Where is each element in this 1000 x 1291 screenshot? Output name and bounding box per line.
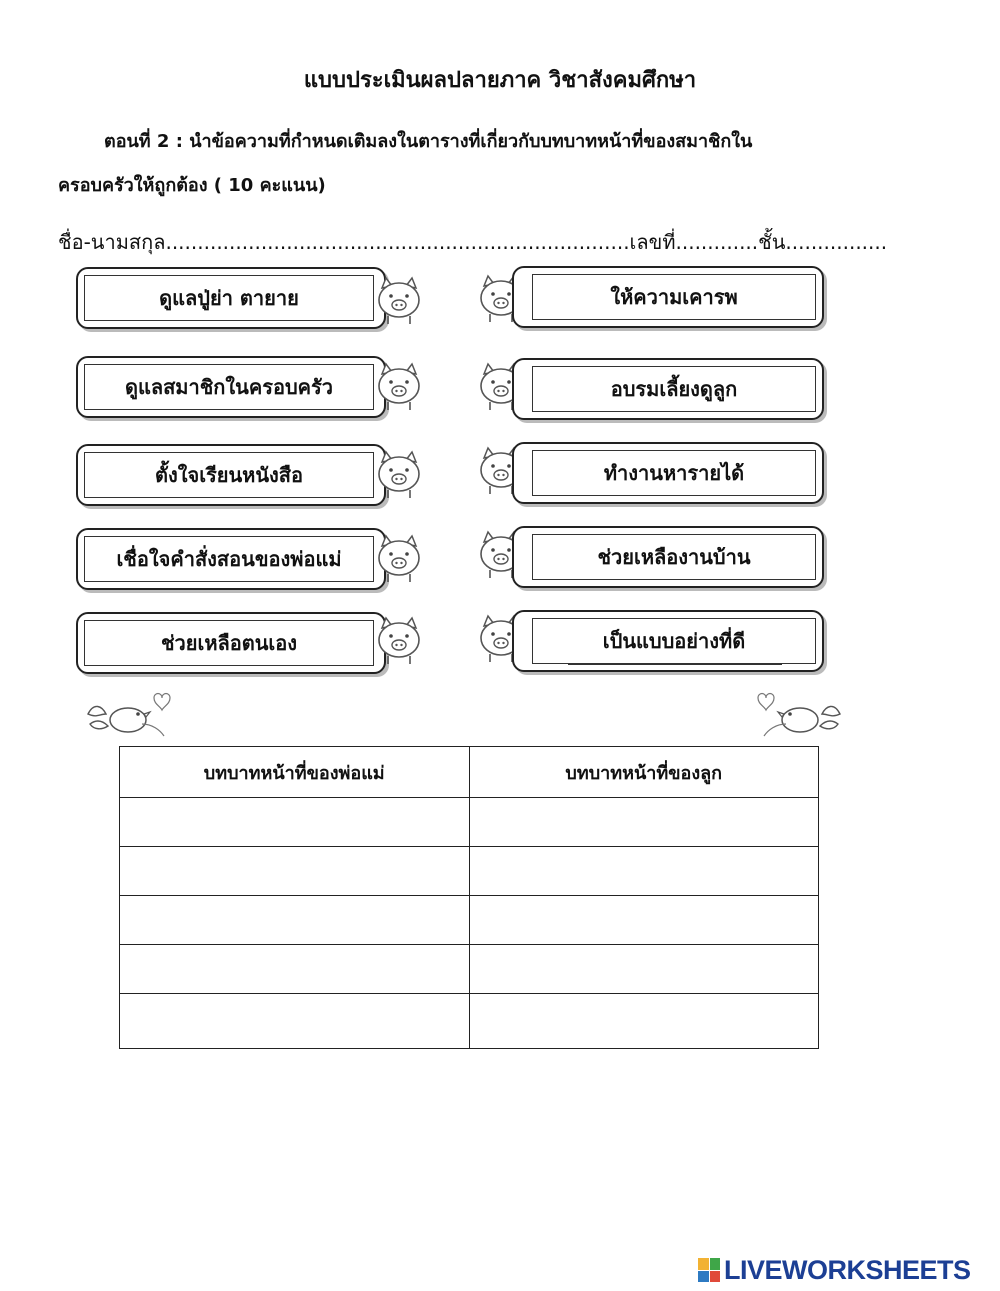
pig-icon — [372, 360, 426, 412]
children-drop-cell[interactable] — [469, 945, 819, 994]
option-card-right-3[interactable] — [512, 442, 824, 504]
parents-drop-cell[interactable] — [120, 896, 470, 945]
option-card-right-1[interactable] — [512, 266, 824, 328]
table-row — [120, 994, 819, 1049]
option-label[interactable]: ดูแลปู่ย่า ตายาย — [84, 275, 374, 321]
page-title: แบบประเมินผลปลายภาค วิชาสังคมศึกษา — [303, 68, 697, 93]
pig-icon — [372, 532, 426, 584]
liveworksheets-logo-icon — [698, 1258, 720, 1282]
children-drop-cell[interactable] — [469, 994, 819, 1049]
pig-icon — [372, 448, 426, 500]
bird-icon — [80, 684, 180, 744]
option-card-left-1[interactable] — [76, 267, 386, 329]
option-label[interactable]: ช่วยเหลือตนเอง — [84, 620, 374, 666]
option-label[interactable]: อบรมเลี้ยงดูลูก — [532, 366, 816, 412]
option-label[interactable]: ทำงานหารายได้ — [532, 450, 816, 496]
parents-drop-cell[interactable] — [120, 945, 470, 994]
parents-drop-cell[interactable] — [120, 994, 470, 1049]
option-card-right-4[interactable] — [512, 526, 824, 588]
option-label[interactable]: ช่วยเหลืองานบ้าน — [532, 534, 816, 580]
parents-drop-cell[interactable] — [120, 847, 470, 896]
table-row — [120, 896, 819, 945]
option-label[interactable]: เป็นแบบอย่างที่ดี — [532, 618, 816, 664]
children-drop-cell[interactable] — [469, 896, 819, 945]
table-row — [120, 945, 819, 994]
option-label[interactable]: ให้ความเคารพ — [532, 274, 816, 320]
instruction-line-1: ตอนที่ 2 : นำข้อความที่กำหนดเติมลงในตารางที่เกี่ยวกับบทบาทหน้าที่ของสมาชิกใน — [104, 131, 753, 152]
option-card-left-3[interactable] — [76, 444, 386, 506]
option-card-right-5[interactable] — [512, 610, 824, 672]
brand-name: LIVEWORKSHEETS — [724, 1254, 971, 1285]
option-label[interactable]: ดูแลสมาชิกในครอบครัว — [84, 364, 374, 410]
column-header-parents: บทบาทหน้าที่ของพ่อแม่ — [120, 747, 470, 798]
liveworksheets-logo[interactable] — [698, 1255, 971, 1285]
instruction-line-2: ครอบครัวให้ถูกต้อง ( 10 คะแนน) — [58, 175, 326, 196]
student-info-line: ชื่อ-นามสกุล.........................................................................เลขที่.............ชั้น................ — [58, 230, 888, 254]
option-card-right-2[interactable] — [512, 358, 824, 420]
option-label[interactable]: ตั้งใจเรียนหนังสือ — [84, 452, 374, 498]
table-row — [120, 847, 819, 896]
column-header-children: บทบาทหน้าที่ของลูก — [469, 747, 819, 798]
option-card-left-4[interactable] — [76, 528, 386, 590]
children-drop-cell[interactable] — [469, 847, 819, 896]
pig-icon — [372, 274, 426, 326]
option-card-left-5[interactable] — [76, 612, 386, 674]
parents-drop-cell[interactable] — [120, 798, 470, 847]
bird-icon — [748, 684, 848, 744]
option-card-left-2[interactable] — [76, 356, 386, 418]
decorative-underline — [568, 664, 782, 665]
option-label[interactable]: เชื่อใจคำสั่งสอนของพ่อแม่ — [84, 536, 374, 582]
answer-table — [119, 746, 819, 1049]
pig-icon — [372, 614, 426, 666]
table-row — [120, 798, 819, 847]
children-drop-cell[interactable] — [469, 798, 819, 847]
